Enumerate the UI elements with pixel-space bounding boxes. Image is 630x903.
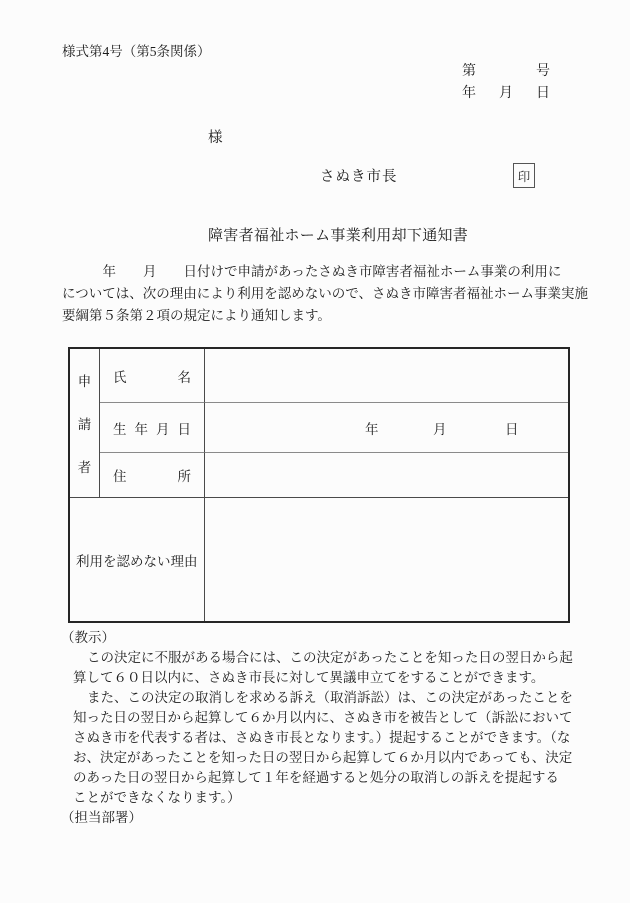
birth-day-label: 日 <box>505 421 519 437</box>
label-char: 年 <box>134 421 148 437</box>
addressee-honorific: 様 <box>208 130 223 146</box>
birthdate-value-cell <box>205 403 568 453</box>
text-line: この決定に不服がある場合には、この決定があったことを知った日の翌日から起 <box>87 650 573 665</box>
text-line: お、決定があったことを知った日の翌日から起算して６か月以内であっても、決定 <box>73 750 573 765</box>
rejection-reason-label <box>70 498 205 621</box>
document-title: 障害者福祉ホーム事業利用却下通知書 <box>208 228 469 244</box>
text-line: 知った日の翌日から起算して６か月以内に、さぬき市を被告として（訴訟において <box>73 710 573 725</box>
text-line: については、次の理由により利用を認めないので、さぬき市障害者福祉ホーム事業実施 <box>62 286 588 301</box>
body-paragraph <box>62 261 588 327</box>
text-line: （教示） <box>61 630 115 645</box>
label-char: 月 <box>156 421 170 437</box>
text-line: 年 月 日付けで申請があったさぬき市障害者福祉ホーム事業の利用に <box>62 264 562 279</box>
label-char: 請 <box>77 416 92 432</box>
date-day-label: 日 <box>536 86 550 101</box>
text-line: 要綱第５条第２項の規定により通知します。 <box>62 308 331 323</box>
address-value-cell <box>205 453 568 498</box>
label-char: 氏 <box>113 369 127 385</box>
sender-title: さぬき市長 <box>320 169 398 185</box>
birth-month-label: 月 <box>433 421 447 437</box>
text-line: ことができなくなります。） <box>73 790 241 805</box>
appeal-notice-block <box>0 628 630 828</box>
birthdate-label <box>100 403 205 453</box>
date-month-label: 月 <box>499 86 513 101</box>
birth-year-label: 年 <box>365 421 379 437</box>
applicant-info-table <box>68 347 570 623</box>
form-number: 様式第4号（第5条関係） <box>62 44 211 59</box>
date-year-label: 年 <box>462 86 476 101</box>
text-line: さぬき市を代表する者は、さぬき市長となります。）提起することができます。（な <box>73 730 571 745</box>
document-number-block <box>462 61 550 105</box>
rejection-reason-value-cell <box>205 498 568 621</box>
document-number-line <box>462 61 550 83</box>
label-char: 日 <box>177 421 191 437</box>
document-date-line <box>462 83 550 105</box>
name-value-cell <box>205 349 568 403</box>
label-char: 住 <box>113 469 127 484</box>
label-char: 生 <box>113 421 127 437</box>
seal-label: 印 <box>517 169 531 184</box>
label-char: 申 <box>77 374 92 390</box>
text-line: 算して６０日以内に、さぬき市長に対して異議申立てをすることができます。 <box>73 670 545 685</box>
label-char: 名 <box>177 369 191 385</box>
text-line: のあった日の翌日から起算して１年を経過すると処分の取消しの訴えを提起する <box>73 770 559 785</box>
address-label <box>100 453 205 498</box>
label-char: 所 <box>177 469 191 484</box>
name-label <box>100 349 205 403</box>
seal-placeholder-box <box>513 163 535 188</box>
text-line: （担当部署） <box>61 810 142 825</box>
doc-no-suffix: 号 <box>536 64 550 79</box>
doc-no-prefix: 第 <box>462 64 476 79</box>
applicant-vertical-label <box>70 349 100 498</box>
text-line: また、この決定の取消しを求める訴え（取消訴訟）は、この決定があったことを <box>87 690 573 705</box>
label-char: 者 <box>77 459 92 475</box>
rejection-reason-label-text: 利用を認めない理由 <box>76 553 198 569</box>
